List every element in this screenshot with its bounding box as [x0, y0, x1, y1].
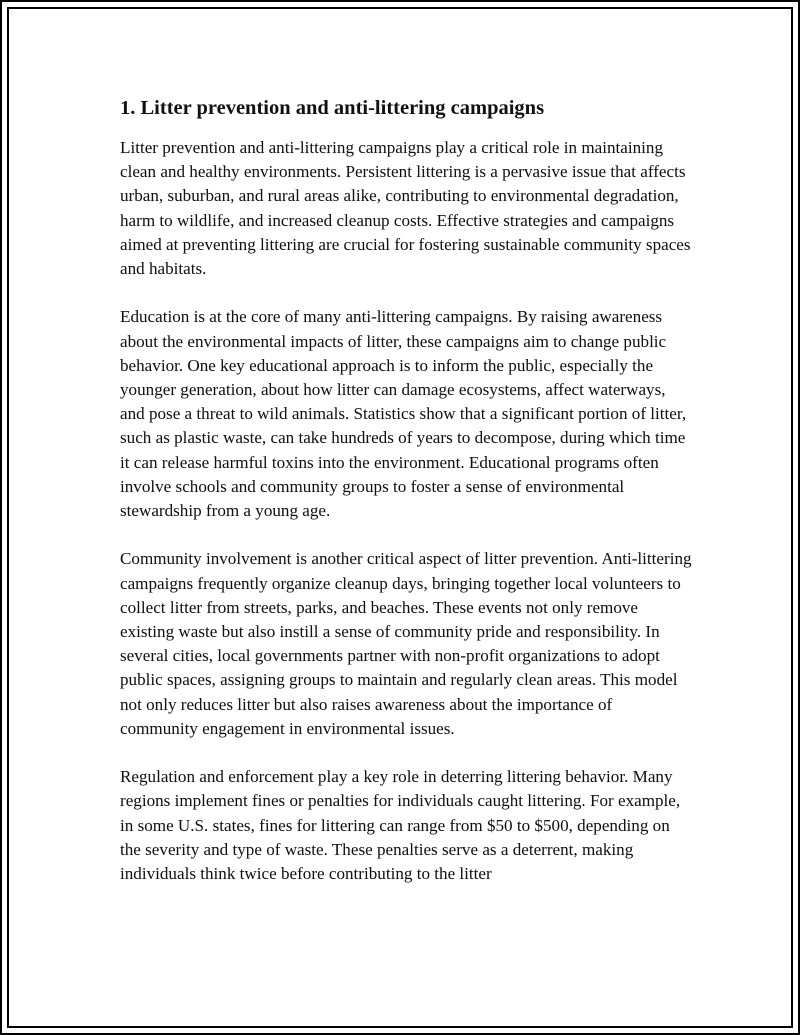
section-heading: 1. Litter prevention and anti-littering campaigns	[120, 97, 545, 119]
paragraph-regulation: Regulation and enforcement play a key role in deterring littering behavior. Many regions implement fines or penalties for individuals caught littering. For example, in some U.S. states, fines for littering can range from $50 to $500, depending on the severity and type of waste. These penalties serve as a deterrent, making individuals think twice before contributing to the litter	[120, 767, 681, 884]
paragraph-education: Education is at the core of many anti-littering campaigns. By raising awareness about the environmental impacts of litter, these campaigns aim to change public behavior. One key educational approach is to inform the public, especially the younger generation, about how litter can damage ecosystems, affect waterways, and pose a threat to wild animals. Statistics show that a significant portion of litter, such as plastic waste, can take hundreds of years to decompose, during which time it can release harmful toxins into the environment. Educational programs often involve schools and community groups to foster a sense of environmental stewardship from a young age.	[120, 307, 687, 521]
paragraph-intro: Litter prevention and anti-littering campaigns play a critical role in maintaining clean and healthy environments. Persistent littering is a pervasive issue that affects urban, suburban, and rural areas alike, contributing to environmental degradation, harm to wildlife, and increased cleanup costs. Effective strategies and campaigns aimed at preventing littering are crucial for fostering sustainable community spaces and habitats.	[120, 138, 691, 279]
paragraph-community: Community involvement is another critical aspect of litter prevention. Anti-littering campaigns frequently organize cleanup days, bringing together local volunteers to collect litter from streets, parks, and beaches. These events not only remove existing waste but also instill a sense of community pride and responsibility. In several cities, local governments partner with non-profit organizations to adopt public spaces, assigning groups to maintain and regularly clean areas. This model not only reduces litter but also raises awareness about the importance of community engagement in environmental issues.	[120, 549, 692, 738]
document-body	[120, 94, 692, 910]
